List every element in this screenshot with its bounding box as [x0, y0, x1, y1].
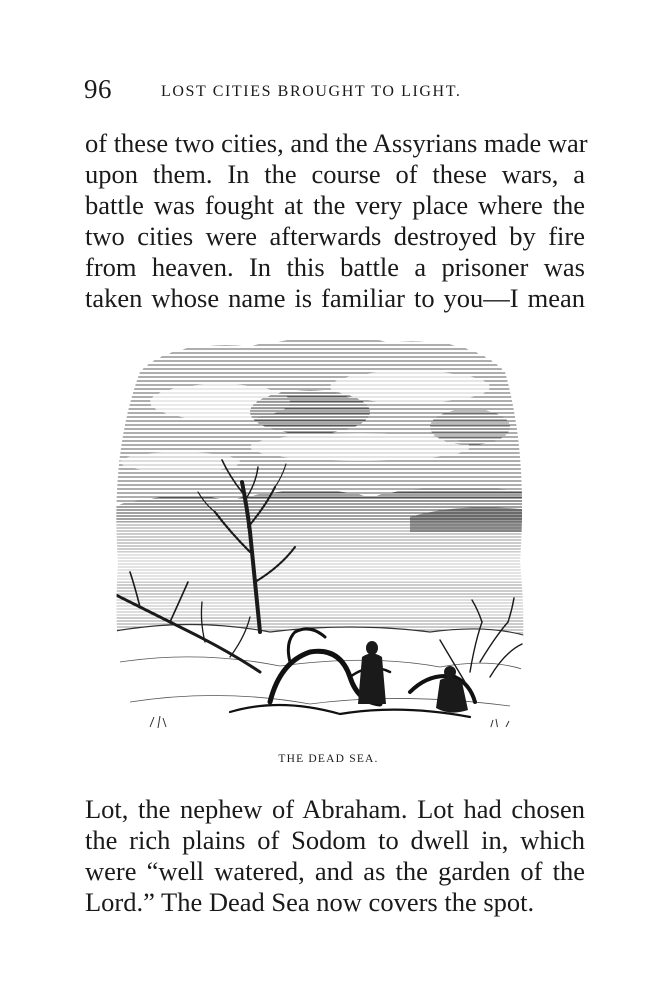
paragraph-top — [85, 128, 588, 314]
text-line: Lot, the nephew of Abraham. Lot had chosen — [85, 794, 585, 824]
text-line: were “well watered, and as the garden of the — [85, 856, 585, 886]
text-line: the rich plains of Sodom to dwell in, which — [85, 825, 585, 855]
page-header — [84, 74, 584, 108]
text-line: Lord.” The Dead Sea now covers the spot. — [85, 887, 535, 917]
running-title: LOST CITIES BROUGHT TO LIGHT. — [161, 83, 462, 100]
text-line: upon them. In the course of these wars, a — [85, 159, 585, 189]
caption-text: THE DEAD SEA. — [278, 753, 379, 765]
engraving-illustration — [110, 332, 530, 744]
text-line: two cities were afterwards destroyed by fire — [85, 221, 585, 251]
page-number: 96 — [84, 74, 112, 104]
figure-caption — [0, 752, 647, 766]
dead-sea-engraving — [110, 332, 530, 744]
text-line: battle was fought at the very place where the — [85, 190, 585, 220]
paragraph-bottom — [85, 794, 585, 918]
text-line: taken whose name is familiar to you—I mean — [85, 283, 585, 313]
text-line: from heaven. In this battle a prisoner was — [85, 252, 585, 282]
text-line: of these two cities, and the Assyrians made war — [85, 128, 588, 158]
